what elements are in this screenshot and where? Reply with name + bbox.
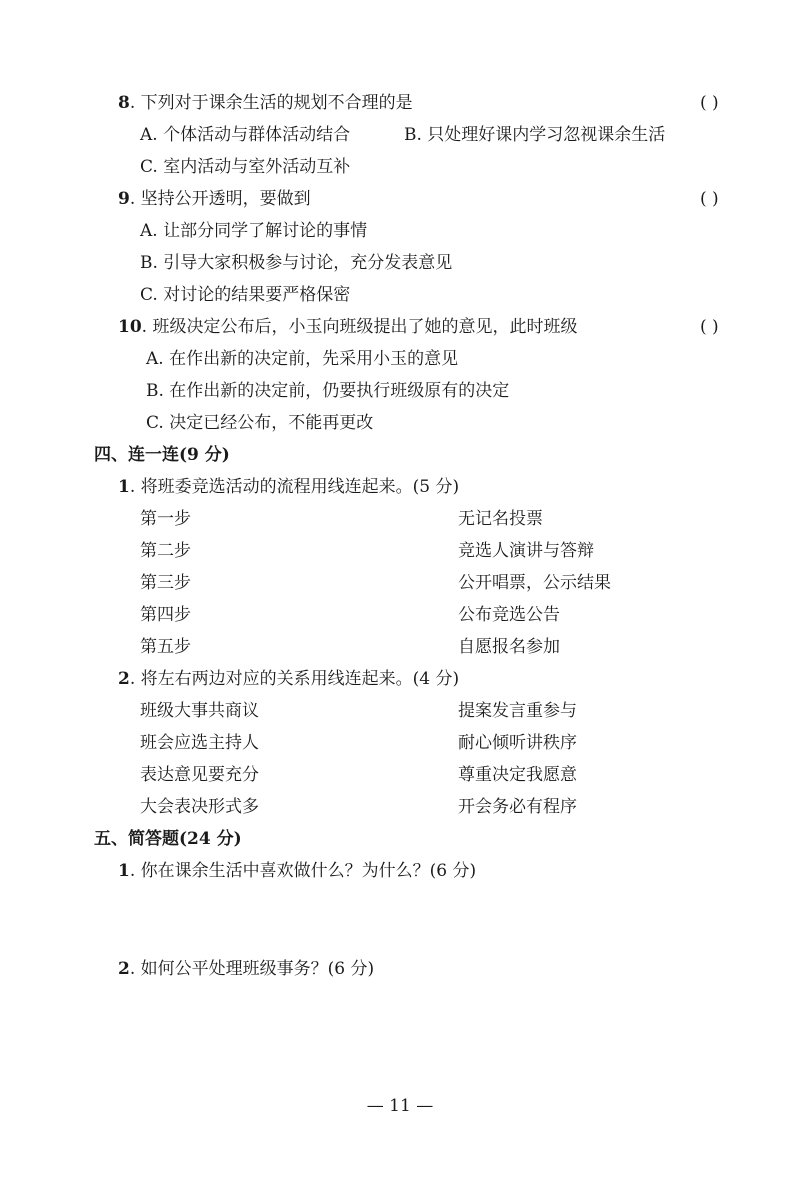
question-stem: . 坚持公开透明，要做到 xyxy=(129,189,311,209)
match-left-item[interactable]: 第二步 xyxy=(140,541,191,561)
question-number: 8 xyxy=(118,93,130,113)
question-number: 9 xyxy=(118,189,130,209)
match-left-item[interactable]: 第三步 xyxy=(140,573,191,593)
match-left-item[interactable]: 大会表决形式多 xyxy=(140,797,259,817)
question-text: . 如何公平处理班级事务？(6 分) xyxy=(129,959,375,979)
match-left-item[interactable]: 第五步 xyxy=(140,637,191,657)
section-title: 五、简答题(24 分) xyxy=(94,829,242,849)
match-right-item[interactable]: 竞选人演讲与答辩 xyxy=(458,541,594,561)
match-left-item[interactable]: 班会应选主持人 xyxy=(140,733,259,753)
answer-blank[interactable]: ( ) xyxy=(700,93,719,113)
match-left-item[interactable]: 第四步 xyxy=(140,605,191,625)
option-b: B. 在作出新的决定前，仍要执行班级原有的决定 xyxy=(146,381,510,401)
matching-question-1 xyxy=(118,476,459,498)
match-right-item[interactable]: 提案发言重参与 xyxy=(458,701,577,721)
match-right-item[interactable]: 开会务必有程序 xyxy=(458,797,577,817)
question-stem: . 班级决定公布后，小玉向班级提出了她的意见，此时班级 xyxy=(141,317,578,337)
question-text: . 将左右两边对应的关系用线连起来。(4 分) xyxy=(129,669,460,689)
option-b: B. 只处理好课内学习忽视课余生活 xyxy=(404,125,666,145)
matching-question-2 xyxy=(118,668,459,690)
question-10 xyxy=(118,316,577,338)
option-a: A. 个体活动与群体活动结合 xyxy=(140,125,351,145)
question-number: 10 xyxy=(118,317,142,337)
section-title: 四、连一连(9 分) xyxy=(94,445,230,465)
question-8 xyxy=(118,92,413,114)
short-answer-question-1 xyxy=(118,860,476,882)
answer-blank[interactable]: ( ) xyxy=(700,317,719,337)
answer-blank[interactable]: ( ) xyxy=(700,189,719,209)
option-c: C. 室内活动与室外活动互补 xyxy=(140,157,351,177)
match-left-item[interactable]: 第一步 xyxy=(140,509,191,529)
match-right-item[interactable]: 无记名投票 xyxy=(458,509,543,529)
match-left-item[interactable]: 表达意见要充分 xyxy=(140,765,259,785)
match-left-item[interactable]: 班级大事共商议 xyxy=(140,701,259,721)
option-c: C. 决定已经公布，不能再更改 xyxy=(146,413,374,433)
question-number: 2 xyxy=(118,669,130,689)
question-9 xyxy=(118,188,311,210)
match-right-item[interactable]: 自愿报名参加 xyxy=(458,637,560,657)
short-answer-question-2 xyxy=(118,958,374,980)
match-right-item[interactable]: 耐心倾听讲秩序 xyxy=(458,733,577,753)
match-right-item[interactable]: 尊重决定我愿意 xyxy=(458,765,577,785)
question-text: . 将班委竞选活动的流程用线连起来。(5 分) xyxy=(129,477,460,497)
option-b: B. 引导大家积极参与讨论，充分发表意见 xyxy=(140,253,453,273)
match-right-item[interactable]: 公开唱票，公示结果 xyxy=(458,573,611,593)
option-a: A. 让部分同学了解讨论的事情 xyxy=(140,221,368,241)
question-number: 1 xyxy=(118,477,130,497)
option-c: C. 对讨论的结果要严格保密 xyxy=(140,285,351,305)
question-number: 1 xyxy=(118,861,130,881)
option-a: A. 在作出新的决定前，先采用小玉的意见 xyxy=(146,349,459,369)
question-text: . 你在课余生活中喜欢做什么？为什么？(6 分) xyxy=(129,861,477,881)
match-right-item[interactable]: 公布竞选公告 xyxy=(458,605,560,625)
question-number: 2 xyxy=(118,959,130,979)
question-stem: . 下列对于课余生活的规划不合理的是 xyxy=(129,93,413,113)
page-number: — 11 — xyxy=(366,1096,434,1116)
